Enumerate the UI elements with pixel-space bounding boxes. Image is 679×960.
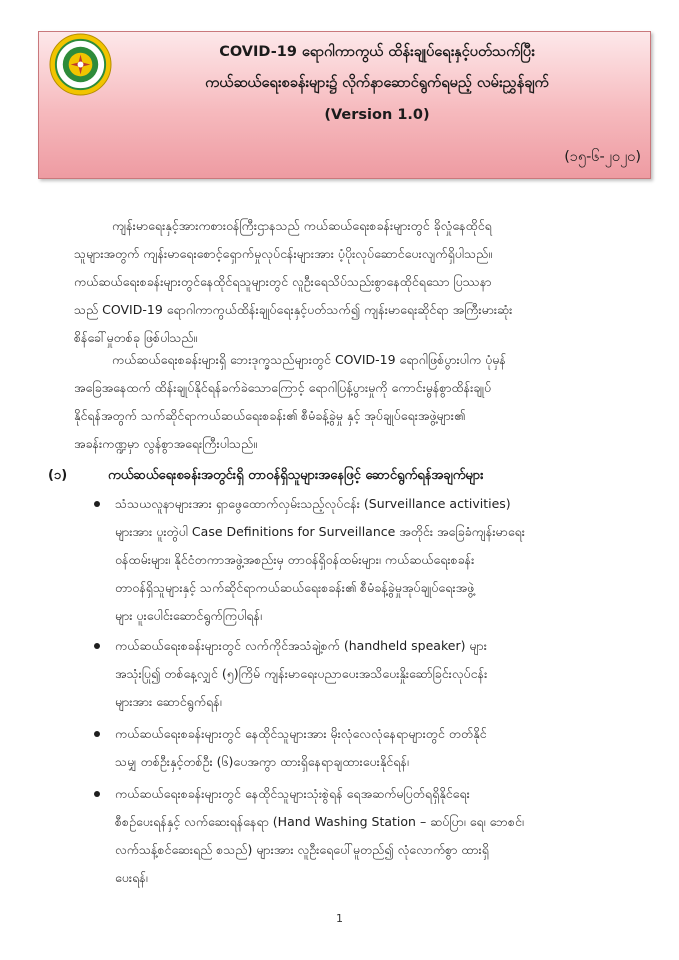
paragraph-intro [74, 212, 634, 352]
section-number: (၁) [48, 468, 68, 483]
paragraph-line: စိန်ခေါ်မှုတစ်ခု ဖြစ်ပါသည်။ [74, 330, 198, 345]
bullet-line: စီစဉ်ပေးရန်နှင့် လက်ဆေးရန်နေရာ (Hand Washing Station – ဆပ်ပြာ၊ ရေ၊ ဘေစင်၊ [115, 814, 524, 829]
bullet-line: ကယ်ဆယ်ရေးစခန်းများတွင် နေထိုင်သူများအား မိုးလုံလေလုံနေရာများတွင် တတ်နိုင် [115, 726, 487, 741]
document-date: (၁၅-၆-၂၀၂၀) [564, 149, 641, 165]
bullet-icon [94, 791, 100, 797]
bullet-line: ကယ်ဆယ်ရေးစခန်းများတွင် လက်ကိုင်အသံချဲ့စက် (handheld speaker) များ [115, 638, 487, 653]
bullet-line: များအား ပူးတွဲပါ Case Definitions for Surveillance အတိုင်း အခြေခံကျန်းမာရေး [115, 524, 525, 539]
bullet-line: သံသယလူနာများအား ရှာဖွေထောက်လှမ်းသည့်လုပ်ငန်း (Surveillance activities) [115, 496, 511, 511]
bullet-line: ဝန်ထမ်းများ၊ နိုင်ငံတကာအဖွဲ့အစည်းမှ တာဝန်ရှိဝန်ထမ်းများ၊ ကယ်ဆယ်ရေးစခန်း [115, 552, 475, 567]
document-version: (Version 1.0) [324, 107, 430, 123]
bullet-line: တာဝန်ရှိသူများနှင့် သက်ဆိုင်ရာကယ်ဆယ်ရေးစခန်း၏ စီမံခန့်ခွဲမှုအုပ်ချုပ်ရေးအဖွဲ့ [115, 580, 475, 595]
page-number: 1 [336, 912, 343, 925]
paragraph-line: ကျန်းမာရေးနှင့်အားကစားဝန်ကြီးဌာနသည် ကယ်ဆယ်ရေးစခန်းများတွင် ခိုလှုံနေထိုင်ရ [112, 218, 492, 233]
bullet-icon [94, 501, 100, 507]
bullet-line: များ ပူးပေါင်းဆောင်ရွက်ကြပါရန်၊ [115, 608, 263, 623]
paragraph-line: ကယ်ဆယ်ရေးစခန်းများရှိ ဘေးဒုက္ခသည်များတွင် COVID-19 ရောဂါဖြစ်ပွားပါက ပုံမှန် [112, 352, 506, 367]
list-item [115, 490, 640, 630]
paragraph-context [74, 346, 634, 458]
bullet-line: သမျှ တစ်ဦးနှင့်တစ်ဦး (၆)ပေအကွာ ထားရှိနေရာချထားပေးနိုင်ရန်၊ [115, 754, 409, 769]
bullet-icon [94, 731, 100, 737]
document-title-line-2: ကယ်ဆယ်ရေးစခန်းများ၌ လိုက်နာဆောင်ရွက်ရမည့် လမ်းညွှန်ချက် [205, 75, 549, 91]
paragraph-line: သူများအတွက် ကျန်းမာရေးစောင့်ရှောက်မှုလုပ်ငန်းများအား ပံ့ပိုးလုပ်ဆောင်ပေးလျက်ရှိပါသည်။ [74, 246, 493, 261]
document-title-line-1: COVID-19 ရောဂါကာကွယ် ထိန်းချုပ်ရေးနှင့်ပတ်သက်ပြီး [219, 44, 535, 60]
paragraph-line: အခန်းကဏ္ဍမှာ လွန်စွာအရေးကြီးပါသည်။ [74, 436, 257, 451]
bullet-line: ပေးရန်၊ [115, 870, 148, 885]
list-item [115, 720, 640, 776]
bullet-line: များအား ဆောင်ရွက်ရန်၊ [115, 694, 222, 709]
list-item [115, 780, 640, 892]
bullet-line: အသုံးပြု၍ တစ်နေ့လျှင် (၅)ကြိမ် ကျန်းမာရေးပညာပေးအသိပေးနှိုးဆော်ခြင်းလုပ်ငန်း [115, 666, 488, 681]
section-title: ကယ်ဆယ်ရေးစခန်းအတွင်းရှိ တာဝန်ရှိသူများအနေဖြင့် ဆောင်ရွက်ရန်အချက်များ [108, 468, 484, 483]
list-item [115, 632, 640, 716]
paragraph-line: ကယ်ဆယ်ရေးစခန်းများတွင်နေထိုင်ရသူများတွင် လူဦးရေသိပ်သည်းစွာနေထိုင်ရသော ပြဿနာ [74, 274, 492, 289]
bullet-icon [94, 643, 100, 649]
bullet-line: ကယ်ဆယ်ရေးစခန်းများတွင် နေထိုင်သူများသုံးစွဲရန် ရေအဆက်မပြတ်ရရှိနိုင်ရေး [115, 786, 470, 801]
paragraph-line: သည် COVID-19 ရောဂါကာကွယ်ထိန်းချုပ်ရေးနှင့်ပတ်သက်၍ ကျန်းမာရေးဆိုင်ရာ အကြီးမားဆုံး [74, 302, 513, 317]
paragraph-line: အခြေအနေထက် ထိန်းချုပ်နိုင်ရန်ခက်ခဲသောကြောင့် ရောဂါပြန့်ပွားမှုကို ကောင်းမွန်စွာထိန်းချုပ် [74, 380, 492, 395]
paragraph-line: နိုင်ရန်အတွက် သက်ဆိုင်ရာကယ်ဆယ်ရေးစခန်း၏ စီမံခန့်ခွဲမှု နှင့် အုပ်ချုပ်ရေးအဖွဲ့များ၏ [74, 408, 466, 423]
bullet-line: လက်သန့်စင်ဆေးရည် စသည်) များအား လူဦးရေပေါ်မူတည်၍ လုံလောက်စွာ ထားရှိ [115, 842, 489, 857]
ministry-seal-icon [49, 33, 112, 96]
section-heading [48, 467, 648, 486]
